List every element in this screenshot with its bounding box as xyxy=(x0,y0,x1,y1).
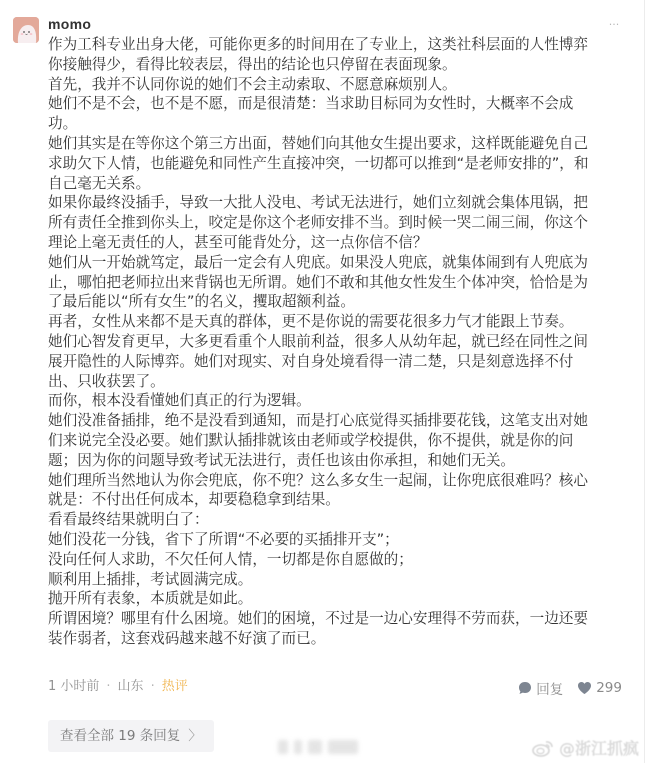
paragraph: 她们从一开始就笃定，最后一定会有人兜底。如果没人兜底，就集体闹到有人兜底为止，哪怕把老师拉出来背锅也无所谓。她们不敢和其他女性发生个体冲突，恰恰是为了最后能以“所有女生”的名义，攫取超额利益。 xyxy=(48,253,588,311)
username[interactable]: momo xyxy=(48,16,92,32)
comment-actions xyxy=(518,678,622,698)
watermark-text: @浙江抓疯 xyxy=(558,739,639,758)
paragraph: 她们没准备插排，绝不是没看到通知，而是打心底觉得买插排要花钱，这笔支出对她们来说完全没必要。她们默认插排就该由老师或学校提供，你不提供，就是你的问题；因为你的问题导致考试无法进行，责任也该由你承担，和她们无关。 xyxy=(48,412,588,469)
comment-body xyxy=(48,35,600,649)
paragraph: 看看最终结果就明白了： xyxy=(48,511,209,529)
blurred-overlay xyxy=(278,740,358,754)
watermark xyxy=(532,736,639,759)
separator: · xyxy=(150,679,155,694)
reply-button[interactable] xyxy=(518,678,563,698)
comment-meta xyxy=(48,679,188,695)
paragraph: 再者，女性从来都不是天真的群体，更不是你说的需要花很多力气才能跟上节奏。 xyxy=(48,313,574,331)
hot-comment-badge: 热评 xyxy=(161,679,188,694)
paragraph: 作为工科专业出身大佬，可能你更多的时间用在了专业上，这类社科层面的人性博弈你接触得少，看得比较表层，得出的结论也只停留在表面现象。 xyxy=(48,36,588,73)
paragraph: 没向任何人求助，不欠任何人情，一切都是你自愿做的； xyxy=(48,550,413,568)
separator: · xyxy=(106,679,111,694)
reply-label: 回复 xyxy=(536,682,564,698)
paragraph: 首先，我并不认同你说的她们不会主动索取、不愿意麻烦别人。 xyxy=(48,75,457,93)
card-right-border xyxy=(644,0,645,763)
paragraph: 如果你最终没插手，导致一大批人没电、考试无法进行，她们立刻就会集体甩锅，把所有责任全推到你头上，咬定是你这个老师安排不当。到时候一哭二闹三闹，你这个理论上毫无责任的人，甚至可能背处分，这一点你信不信？ xyxy=(48,194,588,251)
paragraph: 她们不是不会，也不是不愿，而是很清楚：当求助目标同为女性时，大概率不会成功。 xyxy=(48,95,574,133)
paragraph: 而你，根本没看懂她们真正的行为逻辑。 xyxy=(48,392,311,410)
paragraph: 抛开所有表象，本质就是如此。 xyxy=(48,590,253,608)
paragraph: 她们心智发育更早，大多更看重个人眼前利益，很多人从幼年起，就已经在同性之间展开隐性的人际博弈。她们对现实、对自身处境看得一清二楚，只是刻意选择不付出、只收获罢了。 xyxy=(48,332,588,390)
avatar[interactable] xyxy=(13,17,39,43)
chevron-right-icon: 〉 xyxy=(188,728,202,744)
timestamp: 1 小时前 xyxy=(48,679,100,694)
comment-bubble-icon xyxy=(518,681,532,695)
paragraph: 顺利用上插排，考试圆满完成。 xyxy=(48,570,253,588)
like-button[interactable] xyxy=(577,680,622,696)
paragraph: 她们理所当然地认为你会兜底，你不兜？这么多女生一起闹，让你兜底很难吗？核心就是：不付出任何成本，却要稳稳拿到结果。 xyxy=(48,471,588,509)
paragraph: 所谓困境？哪里有什么困境。她们的困境，不过是一边心安理得不劳而获，一边还要装作弱者，这套戏码越来越不好演了而已。 xyxy=(48,610,588,647)
view-all-replies-button[interactable] xyxy=(48,720,214,752)
view-all-label: 查看全部 19 条回复 xyxy=(60,728,181,744)
paragraph: 她们其实是在等你这个第三方出面，替她们向其他女生提出要求，这样既能避免自己求助欠下人情，也能避免和同性产生直接冲突，一切都可以推到“是老师安排的”，和自己毫无关系。 xyxy=(48,134,589,192)
more-options-button[interactable]: ··· xyxy=(608,18,620,31)
like-count: 299 xyxy=(596,680,622,696)
paragraph: 她们没花一分钱，省下了所谓“不必要的买插排开支”； xyxy=(48,530,399,548)
weibo-logo-icon xyxy=(532,739,554,757)
avatar-ghost-icon xyxy=(13,17,39,43)
location: 山东 xyxy=(117,679,144,694)
heart-icon xyxy=(577,681,592,695)
